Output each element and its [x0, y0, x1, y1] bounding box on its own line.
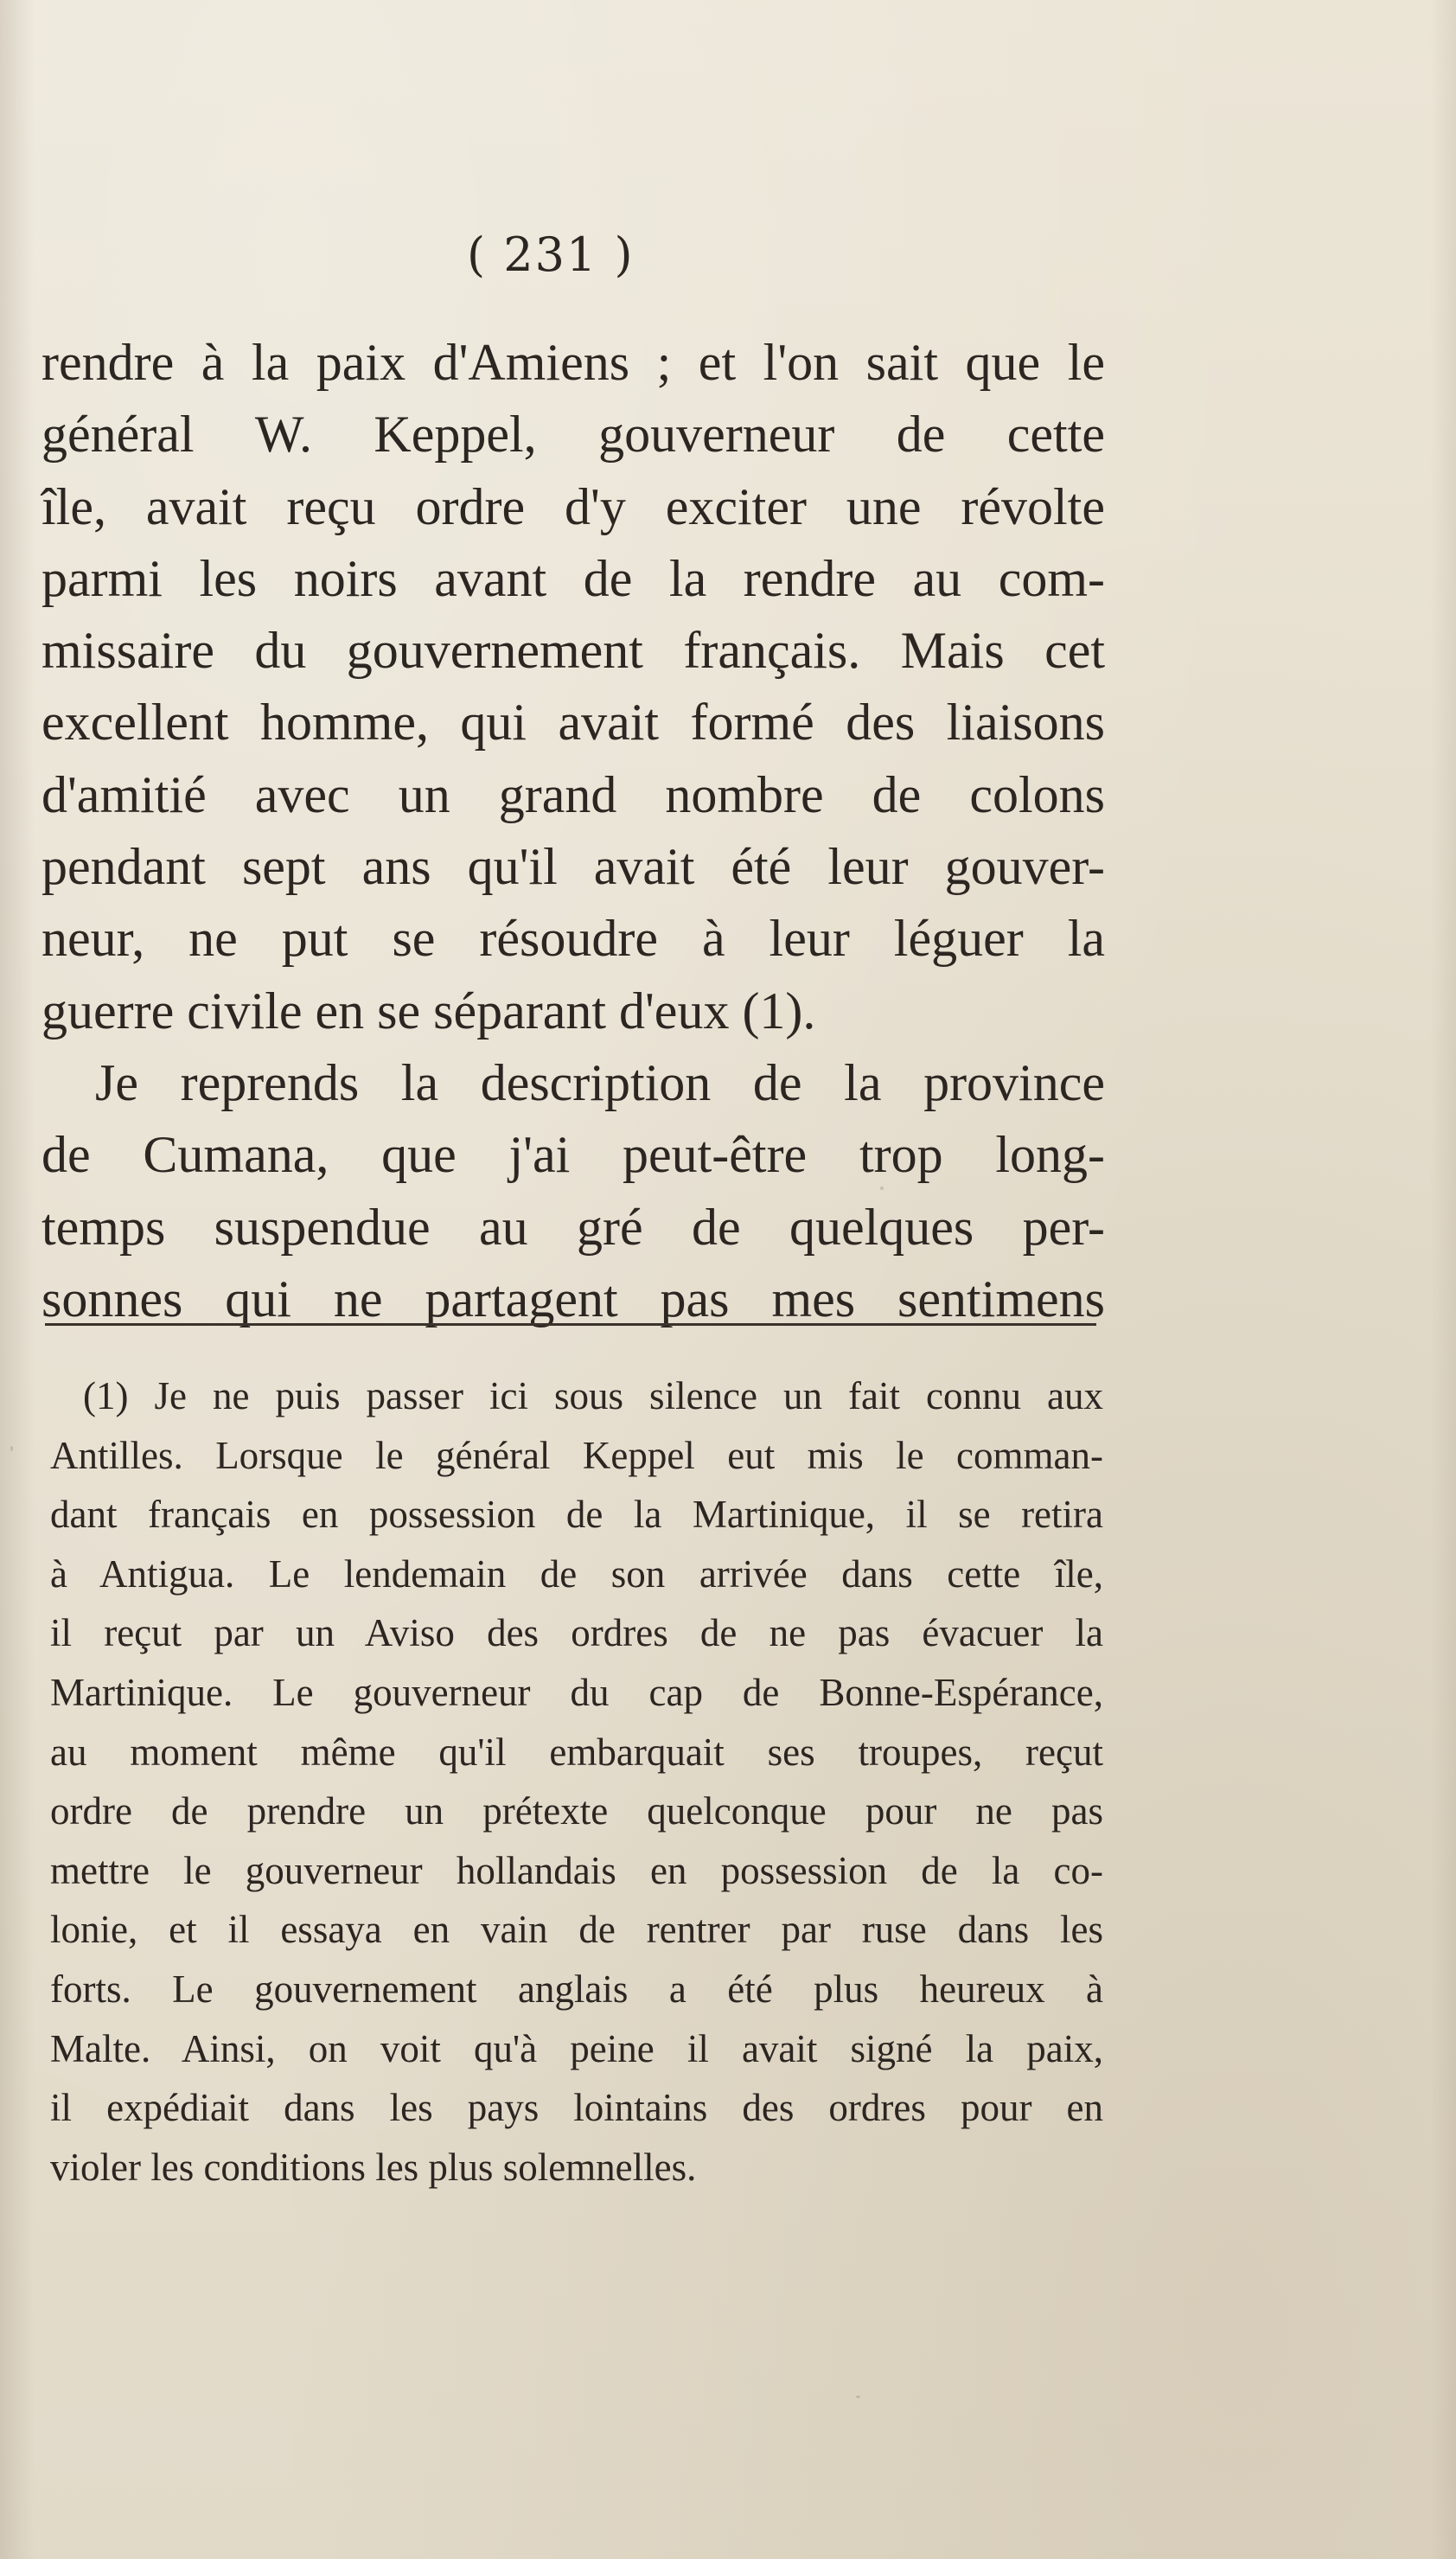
footnote-line: il reçut par un Aviso des ordres de ne pas évacuer la: [50, 1611, 1103, 1655]
footnote-divider: [45, 1323, 1096, 1326]
footnote-line: il expédiait dans les pays lointains des ordres pour en: [50, 2086, 1103, 2130]
text-line: temps suspendue au gré de quelques per-: [42, 1198, 1105, 1256]
footnote-line: (1) Je ne puis passer ici sous silence un fait connu aux: [83, 1374, 1103, 1417]
footnote-line: ordre de prendre un prétexte quelconque pour ne pas: [50, 1789, 1103, 1833]
footnote-line: Antilles. Lorsque le général Keppel eut mis le comman-: [50, 1433, 1103, 1477]
paragraph-start-line: Je reprends la description de la province: [95, 1053, 1105, 1111]
footnote-line: Malte. Ainsi, on voit qu'à peine il avait signé la paix,: [50, 2026, 1103, 2070]
text-line: neur, ne put se résoudre à leur léguer la: [42, 910, 1105, 968]
main-text-block: [42, 327, 1105, 1335]
text-line: de Cumana, que j'ai peut-être trop long-: [42, 1126, 1105, 1184]
footnote-line: à Antigua. Le lendemain de son arrivée dans cette île,: [50, 1551, 1103, 1596]
page-number: ( 231 ): [467, 227, 635, 282]
footnote-block: [50, 1366, 1103, 2197]
footnote-line: Martinique. Le gouverneur du cap de Bonne-Espérance,: [50, 1670, 1103, 1714]
text-line: excellent homme, qui avait formé des liaisons: [42, 694, 1105, 752]
footnote-line: violer les conditions les plus solemnelles.: [50, 2145, 697, 2189]
text-line: sonnes qui ne partagent pas mes sentimens: [42, 1270, 1105, 1327]
text-line: général W. Keppel, gouverneur de cette: [42, 406, 1105, 464]
text-line: rendre à la paix d'Amiens ; et l'on sait que le: [42, 334, 1105, 391]
text-line: missaire du gouvernement français. Mais cet: [42, 622, 1105, 680]
paper-speck: [10, 1446, 13, 1451]
footnote-line: au moment même qu'il embarquait ses troupes, reçut: [50, 1730, 1103, 1774]
text-line: île, avait reçu ordre d'y exciter une révolte: [42, 477, 1105, 535]
footnote-line: forts. Le gouvernement anglais a été plus heureux à: [50, 1967, 1103, 2011]
text-line: guerre civile en se séparant d'eux (1).: [42, 982, 816, 1040]
paper-speck: [856, 2396, 860, 2398]
text-line: d'amitié avec un grand nombre de colons: [42, 765, 1105, 823]
footnote-line: mettre le gouverneur hollandais en possession de la co-: [50, 1848, 1103, 1892]
text-line: pendant sept ans qu'il avait été leur gouver-: [42, 838, 1105, 896]
text-line: parmi les noirs avant de la rendre au com-: [42, 549, 1105, 607]
footnote-line: dant français en possession de la Martinique, il se retira: [50, 1493, 1103, 1537]
paper-speck: [880, 1187, 884, 1190]
footnote-line: lonie, et il essaya en vain de rentrer par ruse dans les: [50, 1908, 1103, 1952]
